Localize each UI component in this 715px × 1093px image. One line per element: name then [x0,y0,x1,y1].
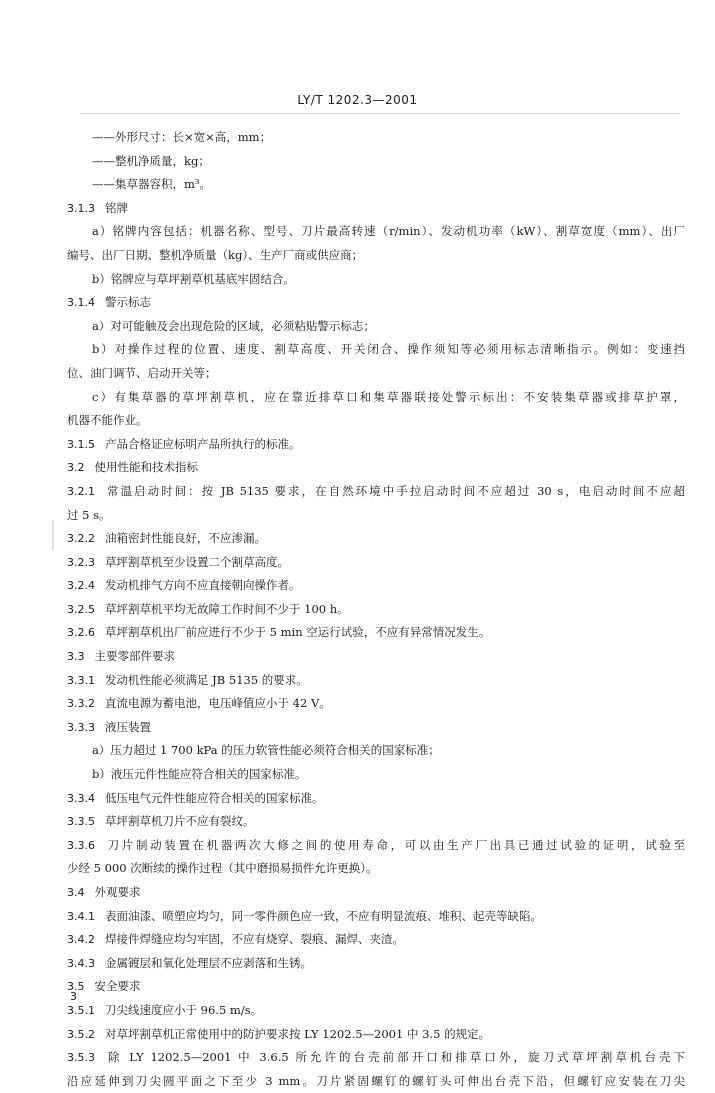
line-text: 除 LY 1202.5—2001 中 3.6.5 所允许的台壳前部开口和排草口外，旋刀式草坪割草机台壳下 [105,1050,685,1065]
text-line [0,338,715,361]
text-line [0,857,715,880]
clause-line [0,952,715,975]
line-text: 编号、出厂日期、整机净质量（kg）、生产厂商或供应商； [67,247,364,262]
text-line [0,763,715,786]
clause-line [0,527,715,550]
text-line [0,739,715,762]
line-text: 机器不能作业。 [67,413,148,428]
clause-number: 3.3.2 [67,697,95,711]
clause-line [0,787,715,810]
clause-line [0,621,715,644]
text-line [0,244,715,267]
clause-number: 3.3.6 [67,838,95,852]
line-text: a）压力超过 1 700 kPa 的压力软管性能必须符合相关的国家标准； [92,743,440,758]
clause-number: 3.3.1 [67,673,95,687]
clause-line [0,645,715,668]
clause-number: 3.5.1 [67,1003,95,1017]
clause-line [0,669,715,692]
clause-line [0,551,715,574]
clause-number: 3.2 [67,461,85,475]
text-line [0,362,715,385]
clause-line [0,881,715,904]
line-text: 对草坪割草机正常使用中的防护要求按 LY 1202.5—2001 中 3.5 的规定。 [105,1026,491,1041]
clause-number: 3.2.1 [67,484,95,498]
clause-number: 3.4 [67,886,85,899]
text-line [0,315,715,338]
line-text: 少经 5 000 次断续的操作过程（其中磨损易损件允许更换）。 [67,861,378,876]
clause-line [0,1023,715,1046]
line-text: 发动机排气方向不应直接朝向操作者。 [105,578,301,593]
line-text: b）铭牌应与草坪割草机基底牢固结合。 [92,271,295,286]
line-text: 金属镀层和氧化处理层不应剥落和生锈。 [105,955,312,970]
line-text: 外观要求 [94,885,141,899]
clause-number: 3.2.3 [67,555,95,569]
line-text: ——集草器容积，m³。 [92,177,212,192]
clause-number: 3.5.2 [67,1027,95,1041]
page-header: LY/T 1202.3—2001 [297,93,418,107]
clause-line [0,433,715,456]
line-text: ——整机净质量，kg； [92,153,210,168]
document-body [0,126,715,1093]
text-line [0,386,715,409]
clause-line [0,1046,715,1069]
line-text: b）对操作过程的位置、速度、割草高度、开关闭合、操作须知等必须用标志清晰指示。例如：变速挡 [92,342,685,357]
line-text: 刀尖线速度应小于 96.5 m/s。 [105,1002,263,1017]
line-text: 主要零部件要求 [94,649,175,664]
text-line [0,504,715,527]
clause-number: 3.2.4 [67,579,95,593]
clause-number: 3.3.3 [67,720,95,734]
line-text: ——外形尺寸：长×宽×高，mm； [92,130,272,144]
clause-number: 3.4.3 [67,956,95,970]
clause-line [0,456,715,479]
clause-line [0,999,715,1022]
clause-number: 3.3 [67,650,85,664]
clause-line [0,197,715,220]
line-text: 草坪割草机平均无故障工作时间不少于 100 h。 [105,601,349,616]
clause-number: 3.1.5 [67,437,95,451]
line-text: c）有集草器的草坪割草机，应在靠近排草口和集草器联接处警示标出：不安装集草器或排草护罩， [92,389,685,404]
clause-number: 3.4.2 [67,933,95,947]
clause-line [0,975,715,998]
line-text: 使用性能和技术指标 [94,460,198,475]
line-text: 低压电气元件性能应符合相关的国家标准。 [105,790,324,805]
line-text: 直流电源为蓄电池，电压峰值应小于 42 V。 [105,696,331,711]
line-text: 常温启动时间：按 JB 5135 要求，在自然环境中手拉启动时间不应超过 30 s，电启动时间不应超 [105,483,685,498]
clause-number: 3.2.6 [67,626,95,640]
text-line [0,173,715,196]
clause-line [0,291,715,314]
clause-number: 3.2.2 [67,532,95,546]
line-text: 表面油漆、喷塑应均匀，同一零件颜色应一致，不应有明显流痕、堆积、起壳等缺陷。 [105,908,542,923]
clause-line [0,598,715,621]
clause-line [0,480,715,503]
clause-number: 3.2.5 [67,602,95,616]
clause-line [0,574,715,597]
clause-line [0,810,715,833]
clause-line [0,716,715,739]
clause-number: 3.1.3 [67,201,95,215]
line-text: 安全要求 [94,979,141,994]
clause-number: 3.4.1 [67,909,95,923]
clause-number: 3.5.3 [67,1051,95,1065]
line-text: 草坪割草机至少设置二个割草高度。 [105,554,289,569]
line-text: 焊接件焊缝应均匀牢固，不应有烧穿、裂痕、漏焊、夹渣。 [105,932,404,947]
line-text: 液压装置 [105,719,151,734]
text-line [0,126,715,149]
line-text: 警示标志 [105,295,151,310]
line-text: a）对可能触及会出现危险的区域，必须粘贴警示标志； [92,318,375,333]
line-text: b）液压元件性能应符合相关的国家标准。 [92,767,307,782]
clause-number: 3.3.4 [67,791,95,805]
clause-line [0,692,715,715]
text-line [0,220,715,243]
line-text: 刀片制动装置在机器两次大修之间的使用寿命，可以由生产厂出具已通过试验的证明，试验至 [105,837,685,852]
text-line [0,150,715,173]
clause-line [0,834,715,857]
line-text: 草坪割草机出厂前应进行不少于 5 min 空运行试验，不应有异常情况发生。 [105,625,491,640]
clause-number: 3.5 [67,980,85,994]
page-number: 3 [70,990,77,1003]
line-text: 草坪割草机刀片不应有裂纹。 [105,814,255,829]
line-text: 位、油门调节、启动开关等； [67,365,217,380]
line-text: 铭牌 [105,200,128,215]
line-text: 油箱密封性能良好，不应渗漏。 [105,531,266,546]
clause-line [0,928,715,951]
text-line [0,1070,715,1093]
line-text: 沿应延伸到刀尖圆平面之下至少 3 mm。刀片紧固螺钉的螺钉头可伸出台壳下沿，但螺钉应安装在刀尖 [67,1073,685,1088]
clause-number: 3.1.4 [67,296,95,310]
clause-number: 3.3.5 [67,815,95,829]
line-text: 产品合格证应标明产品所执行的标准。 [105,436,301,451]
text-line [0,268,715,291]
text-line [0,409,715,432]
line-text: 过 5 s。 [67,507,111,522]
clause-line [0,905,715,928]
line-text: a）铭牌内容包括：机器名称、型号、刀片最高转速（r/min）、发动机功率（kW）、割草宽度（mm）、出厂 [92,224,685,239]
header-rule [80,113,680,114]
line-text: 发动机性能必须满足 JB 5135 的要求。 [105,672,308,687]
